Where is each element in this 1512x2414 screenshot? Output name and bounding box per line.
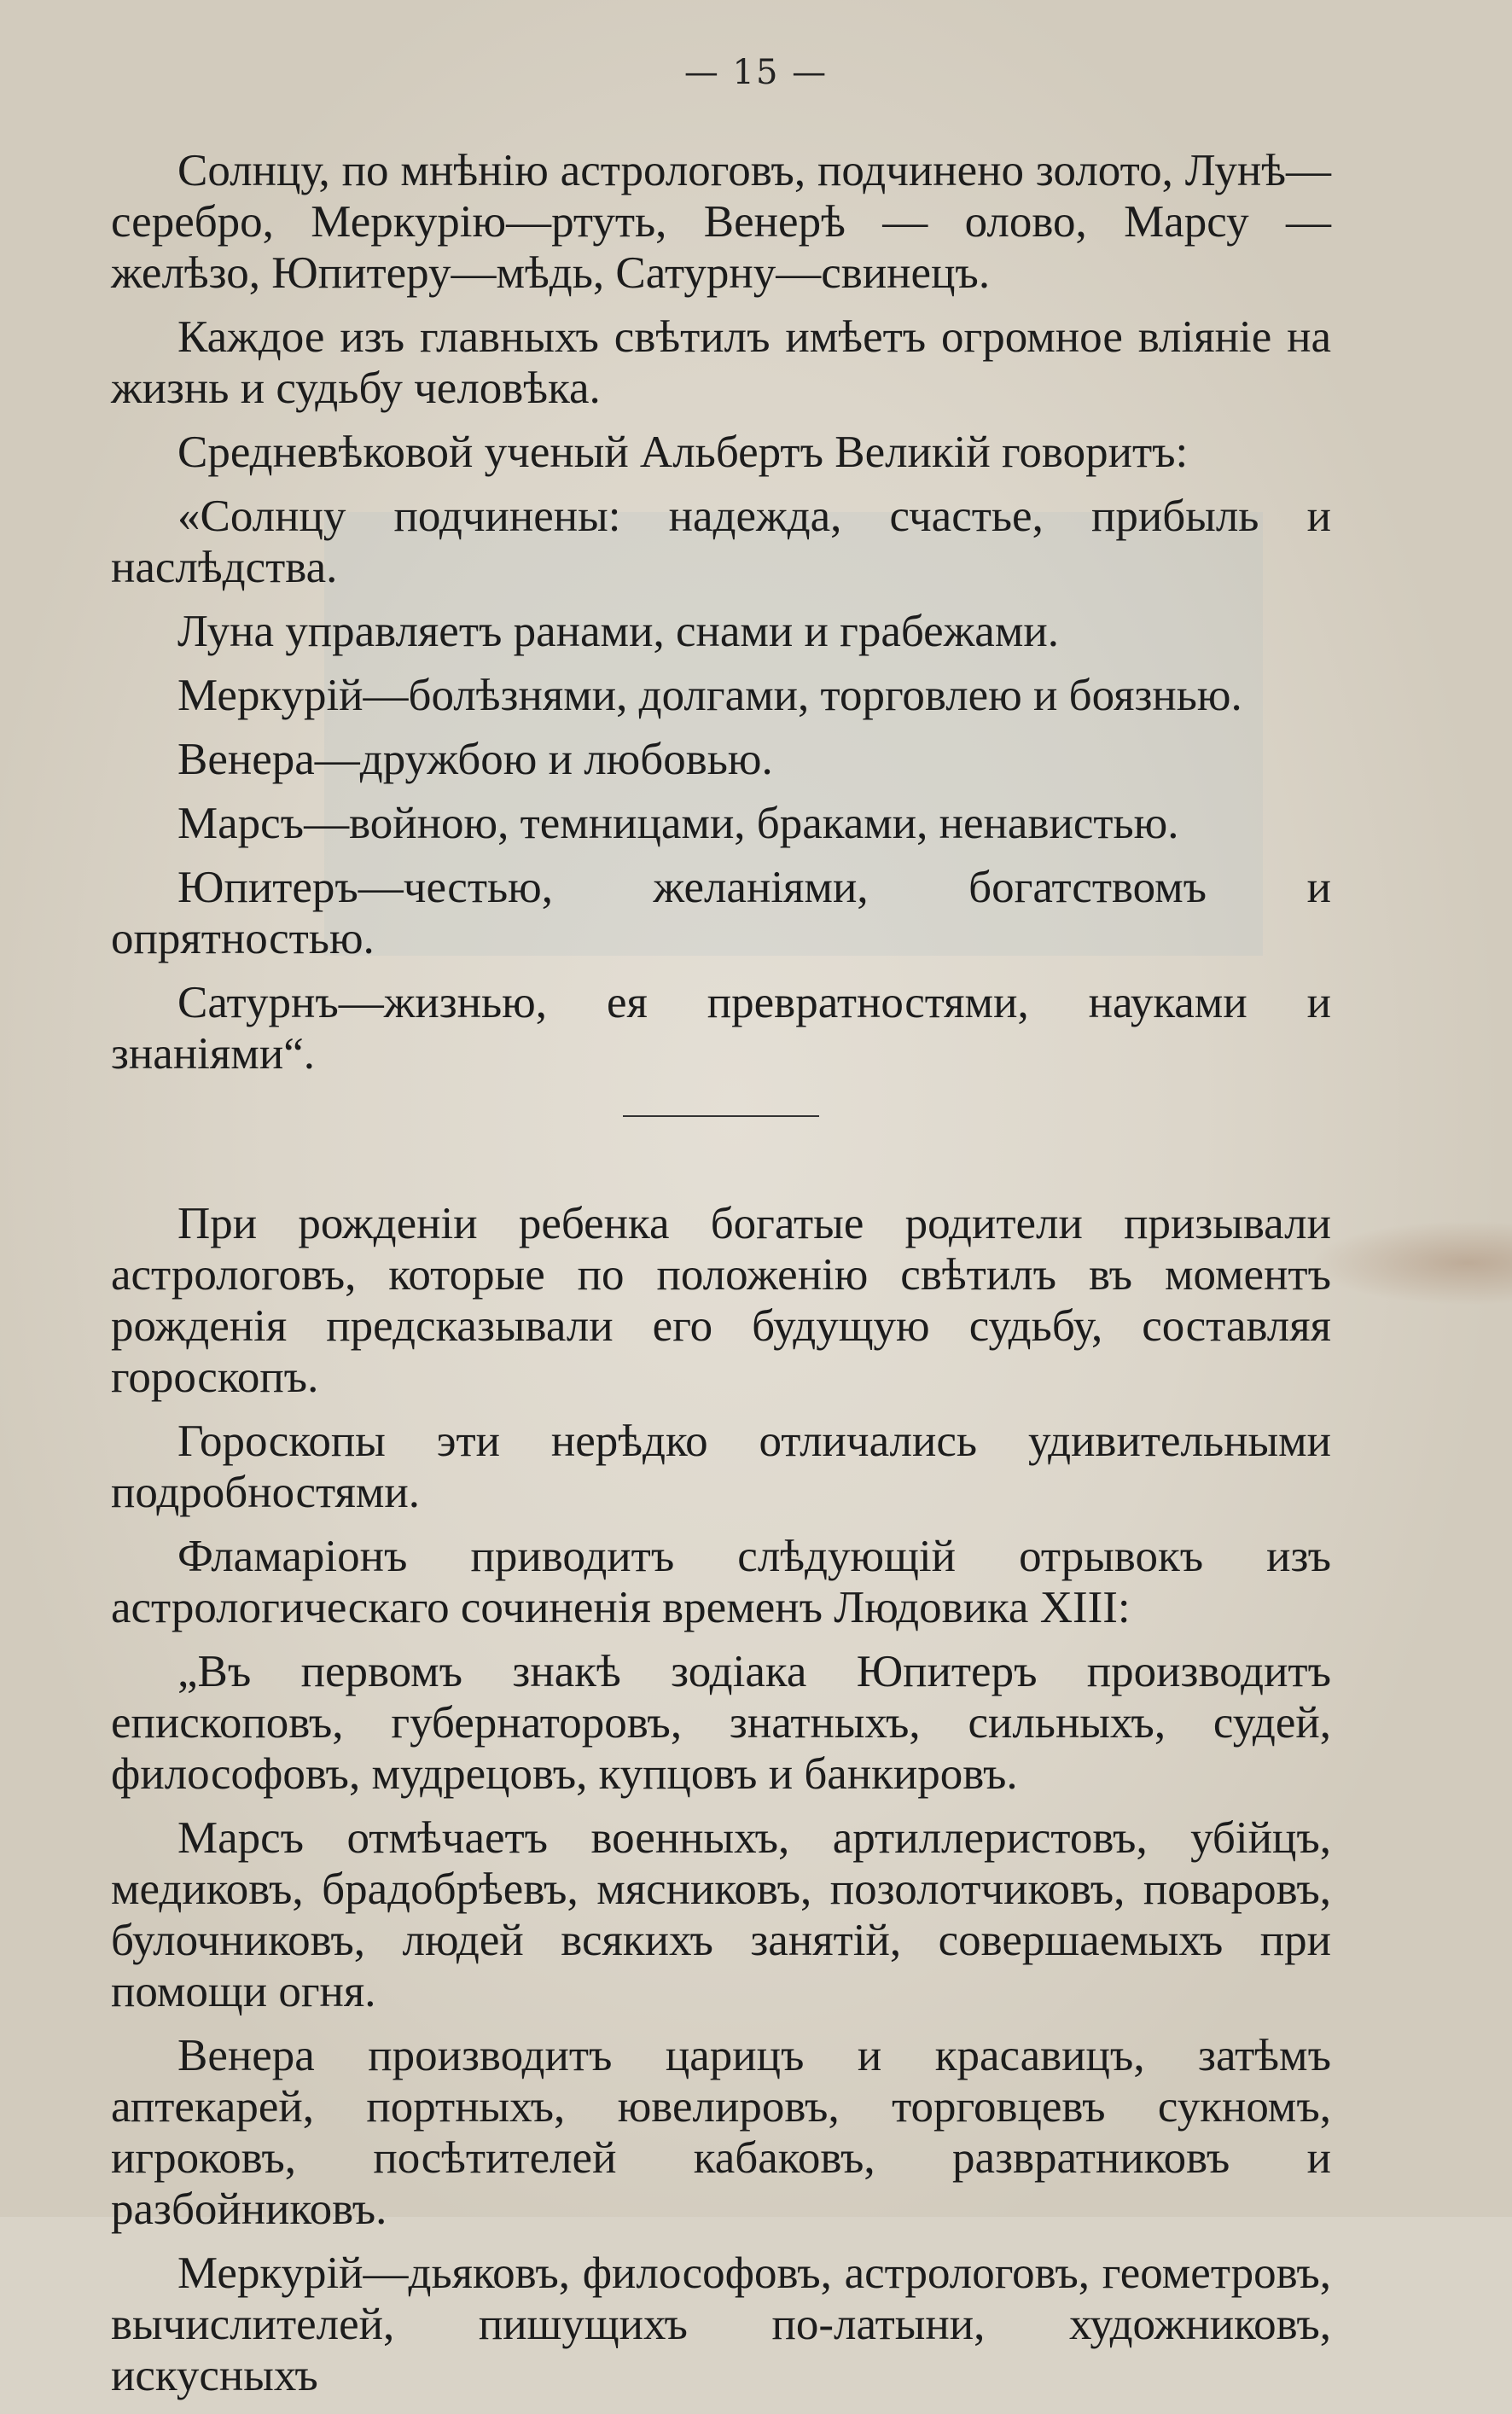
section-divider	[623, 1115, 819, 1117]
paragraph: Меркурій—болѣзнями, долгами, торговлею и боязнью.	[177, 671, 1242, 720]
paragraph: Гороскопы эти нерѣдко отличались удивительными подробностями.	[111, 1416, 1331, 1517]
paragraph: Каждое изъ главныхъ свѣтилъ имѣетъ огромное вліяніе на жизнь и судьбу человѣка.	[111, 312, 1331, 413]
paragraph: Фламаріонъ приводитъ слѣдующій отрывокъ изъ астрологическаго сочиненія временъ Людовика XIII:	[111, 1532, 1331, 1632]
paragraph: Луна управляетъ ранами, снами и грабежами.	[177, 607, 1059, 656]
paragraph: Венера производитъ царицъ и красавицъ, затѣмъ аптекарей, портныхъ, ювелировъ, торговцевъ сукномъ, игроковъ, посѣтителей кабаковъ, развратниковъ и разбойниковъ.	[111, 2031, 1331, 2234]
paragraph: Сатурнъ—жизнью, ея превратностями, науками и знаніями“.	[111, 978, 1331, 1079]
paragraph: Марсъ отмѣчаетъ военныхъ, артиллеристовъ, убійцъ, медиковъ, брадобрѣевъ, мясниковъ, позолотчиковъ, поваровъ, булочниковъ, людей всякихъ занятій, совершаемыхъ при помощи огня.	[111, 1813, 1331, 2016]
paragraph: При рожденіи ребенка богатые родители призывали астрологовъ, которые по положенію свѣтилъ въ моментъ рожденія предсказывали его будущую судьбу, составляя гороскопъ.	[111, 1199, 1331, 1402]
paragraph: Юпитеръ—честью, желаніями, богатствомъ и опрятностью.	[111, 863, 1331, 963]
paragraph: Средневѣковой ученый Альбертъ Великій говоритъ:	[177, 428, 1189, 477]
page-body	[111, 145, 1331, 2414]
paragraph: Солнцу, по мнѣнію астрологовъ, подчинено золото, Лунѣ—серебро, Меркурію—ртуть, Венерѣ — олово, Марсу — желѣзо, Юпитеру—мѣдь, Сатурну—свинецъ.	[111, 146, 1331, 298]
paragraph: Венера—дружбою и любовью.	[177, 735, 773, 784]
paragraph: «Солнцу подчинены: надежда, счастье, прибыль и наслѣдства.	[111, 492, 1331, 592]
paragraph: Меркурій—дьяковъ, философовъ, астрологовъ, геометровъ, вычислителей, пишущихъ по-латыни, художниковъ, искусныхъ	[111, 2248, 1331, 2400]
page-number: — 15 —	[683, 53, 829, 92]
paragraph: Марсъ—войною, темницами, браками, ненавистью.	[177, 799, 1179, 848]
paragraph: „Въ первомъ знакѣ зодіака Юпитеръ производитъ епископовъ, губернаторовъ, знатныхъ, сильныхъ, судей, философовъ, мудрецовъ, купцовъ и банкировъ.	[111, 1647, 1331, 1799]
